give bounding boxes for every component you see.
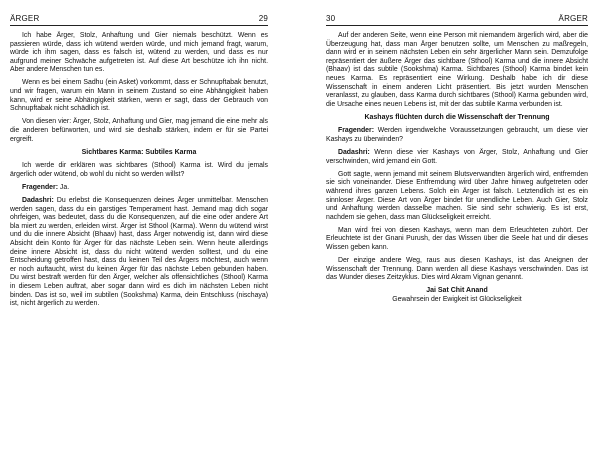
right-page-number: 30 <box>326 14 336 23</box>
left-header-title: ÄRGER <box>10 14 40 23</box>
left-page-number: 29 <box>258 14 268 23</box>
question-text: Ja. <box>59 183 70 191</box>
closing-title: Jai Sat Chit Anand <box>426 287 488 295</box>
right-paragraph-4: Der einzige andere Weg, raus aus diesen Kashays, ist das Aneignen der Wissenschaft der Trennung. Dann werden all diese Kashays verschwinden. Das ist das Wunder dieses Zeitzyklus. Dies wird Akram Vignan genannt. <box>326 257 588 282</box>
right-paragraph-1: Auf der anderen Seite, wenn eine Person mit niemandem ärgerlich wird, aber die Überzeugung hat, dass man Ärger benutzen sollte, um Menschen zu maßregeln, dann wird er in seinem nächsten Leben ein sehr ärgerlicher Mann sein. Demzufolge repräsentiert der äußere Ärger das sichtbare (Sthool) Karma und die innere Absicht (Bhaav) ist das subtile (Sookshma) Karma. Sichtbares (Sthool) Karma bindet kein neues Karma. Es repräsentiert eine Wirkung. Deshalb habe ich dir diese Wissenschaft in einem anderen Licht präsentiert. Bis jetzt wurden Menschen veranlasst, zu glauben, dass Karma durch sichtbares (Sthool) Karma gebunden wird, die Ursache eines neuen Lebens ist, mit der das subtile Karma verbunden ist. <box>326 32 588 108</box>
left-paragraph-1: Ich habe Ärger, Stolz, Anhaftung und Gier niemals beschützt. Wenn es passieren würde, dass ich wütend werden würde, und mich jemand fragt, warum, würde ich ihm sagen, dass es falsch ist, wütend zu werden, und dass es nur aufgrund meiner Schwäche aufgetreten ist. Auf diese Art beschütze ich ihn nicht. Aber andere Menschen tun es. <box>10 32 268 74</box>
right-header-title: ÄRGER <box>558 14 588 23</box>
closing-subtitle: Gewahrsein der Ewigkeit ist Glückseligkeit <box>392 296 522 304</box>
right-paragraph-3: Man wird frei von diesen Kashays, wenn man dem Erleuchteten zuhört. Der Erleuchtete ist der Gnani Purush, der das Wissen über die Seele hat und dir dieses Wissen geben kann. <box>326 226 588 252</box>
right-section-heading: Kashays flüchten durch die Wissenschaft der Trennung <box>364 113 550 121</box>
question-label: Fragender: <box>22 183 58 191</box>
left-paragraph-2: Wenn es bei einem Sadhu (ein Asket) vorkommt, dass er Schnupftabak benutzt, und wir fragen, warum ein Mann in seinem Zustand so eine Abhängigkeit haben kann, wird er seine Abhängigkeit stärken, wenn er sagt, dass der Gebrauch von Schnupftabak nicht schädlich ist. <box>10 79 268 113</box>
left-page-header <box>10 14 268 26</box>
left-section-heading: Sichtbares Karma: Subtiles Karma <box>81 148 197 156</box>
right-answer-1 <box>326 149 588 166</box>
answer-label: Dadashri: <box>22 197 54 204</box>
answer-text: Du erlebst die Konsequenzen deines Ärger unmittelbar. Menschen werden sagen, dass du ein garstiges Temperament hast. Jemand mag dich sogar ohrfeigen, was bedeutet, dass du die Konsequenzen, auf die eine oder andere Art bla miert zu werden, erleiden wirst. Ärger ist Sthool (Karma). Wenn du wütend wirst und du die innere Absicht (Bhaav) hast, dass Ärger notwendig ist, dann wird diese Absicht dein Konto für Ärger für das nächste Leben sein. Wenn heute allerdings deine innere Absicht ist, dass du nicht wütend werden solltest, und du eine Entscheidung getroffen hast, dass du keinen Teil des Ärgers möchtest, auch wenn er noch auftaucht, wirst du keinen Ärger für das nächste Leben gebunden haben. Du wirst bestraft werden für den Ärger, welcher als offensichtliches (Sthool) Karma in diesem Leben auftrat, aber sogar dann wird es dich im nächsten Leben nicht binden. Das ist so, weil im subtilen (Sookshma) Karma, dein Entschluss (nischaya) ist, nicht ärgerlich zu werden. <box>10 197 268 308</box>
right-paragraph-2: Gott sagte, wenn jemand mit seinem Blutsverwandten ärgerlich wird, entfremden sie sich voneinander. Diese Entfremdung wird über Jahre hinweg aufgetreten oder während ihres ganzen Lebens. Solch ein Ärger ist falsch. Letztendlich ist es ein sinnloser Ärger. Diese Art von Ärger bindet für unendliche Leben. Auch Gier, Stolz und Anhaftung werden dasselbe machen. Sie sind sehr schwierig. Es ist erst, nachdem sie gehen, dass man Glückseligkeit erreicht. <box>326 170 588 221</box>
left-page <box>10 14 268 456</box>
right-page <box>326 14 588 456</box>
left-paragraph-3: Von diesen vier: Ärger, Stolz, Anhaftung und Gier, mag jemand die eine mehr als die anderen befürworten, und wird sie deshalb stärken, indem er für sie Partei ergreift. <box>10 118 268 143</box>
left-paragraph-4: Ich werde dir erklären was sichtbares (Sthool) Karma ist. Wird du jemals ärgerlich oder wütend, ob wohl du nicht so werden willst? <box>10 162 268 178</box>
question-label: Fragender: <box>338 127 374 135</box>
right-question-1 <box>326 127 588 144</box>
left-question-1 <box>10 184 268 193</box>
question-text: Werden irgendwelche Voraussetzungen gebraucht, um diese vier Kashays zu überwinden? <box>326 127 588 144</box>
answer-text: Wenn diese vier Kashays von Ärger, Stolz, Anhaftung und Gier verschwinden, wird jemand ein Gott. <box>326 149 588 165</box>
left-answer-1 <box>10 197 268 309</box>
answer-label: Dadashri: <box>338 149 370 157</box>
right-page-header <box>326 14 588 26</box>
